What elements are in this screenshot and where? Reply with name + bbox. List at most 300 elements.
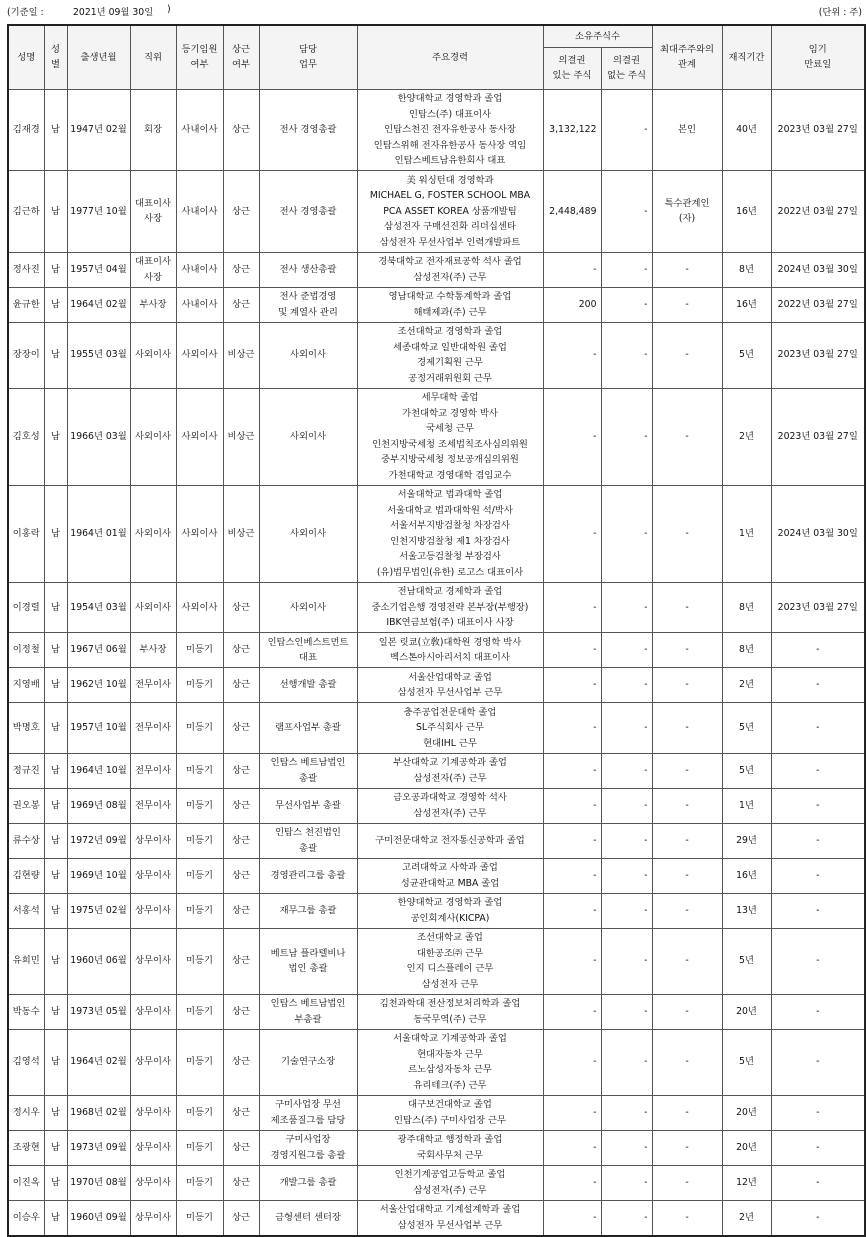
text-line: 전사 준법경영 [279, 291, 337, 302]
text-line: 상무이사 [135, 904, 171, 916]
cell-relation [652, 668, 722, 703]
text-line: 김천과학대 전산정보처리학과 졸업 [379, 998, 521, 1009]
cell-nonvoting: - [601, 252, 652, 287]
cell-nonvoting: - [601, 287, 652, 322]
cell-career [357, 89, 543, 171]
cell-registered: 미등기 [176, 893, 223, 928]
cell-fulltime: 상근 [223, 1095, 259, 1130]
cell-career [357, 171, 543, 253]
text-line: 사장 [144, 271, 162, 283]
cell-position [130, 1130, 176, 1165]
cell-duty [259, 89, 357, 171]
text-line: 사외이사 [290, 527, 326, 539]
text-line: 상무이사 [135, 1141, 171, 1153]
cell-term: - [771, 703, 865, 754]
cell-birth: 1966년 03월 [67, 388, 130, 485]
text-line: 광주대학교 행정학과 졸업 [397, 1134, 503, 1145]
cell-tenure: 1년 [722, 485, 771, 582]
cell-career [357, 823, 543, 858]
text-line: 르노삼성자동차 근무 [408, 1064, 492, 1075]
cell-sex: 남 [44, 485, 67, 582]
cell-birth: 1960년 09월 [67, 1200, 130, 1236]
text-line: - [685, 679, 689, 691]
cell-tenure: 8년 [722, 582, 771, 633]
cell-career [357, 322, 543, 388]
text-line: - [685, 904, 689, 916]
cell-term: - [771, 928, 865, 994]
cell-relation [652, 485, 722, 582]
cell-nonvoting: - [601, 994, 652, 1029]
cell-tenure: 12년 [722, 1165, 771, 1200]
text-line: 대표이사 [135, 197, 171, 209]
cell-position [130, 668, 176, 703]
cell-duty [259, 1165, 357, 1200]
cell-career [357, 1200, 543, 1236]
cell-voting: 3,132,122 [543, 89, 601, 171]
cell-birth: 1967년 06월 [67, 633, 130, 668]
text-line: 담당 [299, 43, 317, 55]
cell-birth: 1964년 02월 [67, 1029, 130, 1095]
text-line: 조선대학교 졸업 [417, 932, 483, 943]
col-relation [652, 25, 722, 89]
cell-name: 김재경 [8, 89, 44, 171]
text-line: 공인회계사(KICPA) [410, 912, 490, 924]
cell-registered: 미등기 [176, 788, 223, 823]
cell-name: 김영석 [8, 1029, 44, 1095]
text-line: 서울대학교 기계공학과 졸업 [393, 1033, 507, 1044]
cell-fulltime: 상근 [223, 252, 259, 287]
text-line: (자) [678, 213, 696, 225]
text-line: 경제기획원 근무 [417, 357, 483, 368]
text-line: 제조품질그룹 담당 [270, 1114, 346, 1126]
cell-nonvoting: - [601, 788, 652, 823]
cell-position [130, 89, 176, 171]
cell-voting: - [543, 994, 601, 1029]
cell-name: 정규진 [8, 753, 44, 788]
text-line: 상무이사 [135, 869, 171, 881]
cell-term: - [771, 668, 865, 703]
text-line: 관계 [678, 59, 696, 71]
text-line: 한양대학교 경영학과 졸업 [397, 93, 503, 104]
cell-nonvoting: - [601, 582, 652, 633]
cell-tenure: 2년 [722, 1200, 771, 1236]
cell-sex: 남 [44, 388, 67, 485]
cell-fulltime: 상근 [223, 171, 259, 253]
cell-registered: 사내이사 [176, 287, 223, 322]
cell-relation [652, 171, 722, 253]
cell-duty [259, 1095, 357, 1130]
cell-sex: 남 [44, 1095, 67, 1130]
cell-duty [259, 485, 357, 582]
cell-name: 윤규한 [8, 287, 44, 322]
text-line: 전사 경영총괄 [279, 205, 337, 217]
cell-name: 이홍락 [8, 485, 44, 582]
cell-nonvoting: - [601, 703, 652, 754]
cell-duty [259, 668, 357, 703]
table-row [8, 893, 865, 928]
text-line: 인천지방검찰청 제1 차장검사 [390, 535, 510, 547]
cell-tenure: 16년 [722, 171, 771, 253]
text-line: 부산대학교 기계공학과 졸업 [393, 757, 507, 768]
text-line: 성균관대학교 MBA 졸업 [400, 877, 500, 889]
cell-nonvoting: - [601, 322, 652, 388]
cell-sex: 남 [44, 1130, 67, 1165]
text-line: 본인 [678, 124, 696, 135]
cell-tenure: 8년 [722, 252, 771, 287]
text-line: 금형센터 센터장 [275, 1211, 341, 1223]
text-line: 상근 [232, 43, 250, 55]
text-line: 대표 [299, 652, 317, 663]
text-line: 출생년월 [80, 51, 117, 63]
cell-voting: 200 [543, 287, 601, 322]
cell-sex: 남 [44, 788, 67, 823]
cell-tenure: 20년 [722, 1130, 771, 1165]
cell-position [130, 893, 176, 928]
col-shares: 소유주식수 [543, 25, 652, 47]
table-row [8, 485, 865, 582]
text-line: 의결권 [613, 54, 640, 66]
text-line: 총괄 [299, 772, 317, 784]
cell-term: - [771, 753, 865, 788]
cell-duty [259, 928, 357, 994]
cell-tenure: 5년 [722, 753, 771, 788]
text-line: 부사장 [139, 644, 167, 656]
report-header [7, 4, 862, 18]
col-career [357, 25, 543, 89]
cell-duty [259, 788, 357, 823]
cell-relation [652, 893, 722, 928]
cell-name: 이정철 [8, 633, 44, 668]
cell-relation [652, 1130, 722, 1165]
cell-registered: 미등기 [176, 1130, 223, 1165]
cell-duty [259, 171, 357, 253]
cell-relation [652, 1200, 722, 1236]
cell-career [357, 1165, 543, 1200]
cell-birth: 1962년 10월 [67, 668, 130, 703]
cell-registered: 미등기 [176, 703, 223, 754]
cell-birth: 1969년 10월 [67, 858, 130, 893]
cell-duty [259, 1130, 357, 1165]
cell-voting: - [543, 788, 601, 823]
cell-fulltime: 상근 [223, 1130, 259, 1165]
cell-sex: 남 [44, 252, 67, 287]
cell-nonvoting: - [601, 753, 652, 788]
base-date: 2021년 09월 30일 [73, 7, 154, 18]
table-row [8, 388, 865, 485]
cell-position [130, 287, 176, 322]
cell-duty [259, 1200, 357, 1236]
cell-position [130, 322, 176, 388]
text-line: 재무그룹 총괄 [279, 904, 337, 916]
text-line: 사외이사 [135, 527, 171, 539]
text-line: 경영지원그룹 총괄 [270, 1149, 346, 1161]
text-line: 인탑스(주) 구미사업장 근무 [394, 1114, 506, 1126]
cell-duty [259, 388, 357, 485]
text-line: 조선대학교 경영학과 졸업 [397, 326, 503, 337]
text-line: 삼성전자(주) 근무 [413, 1184, 487, 1196]
cell-voting: - [543, 823, 601, 858]
text-line: 사외이사 [135, 601, 171, 613]
cell-relation [652, 1095, 722, 1130]
cell-term: 2023년 03월 27일 [771, 89, 865, 171]
col-nonvoting [601, 47, 652, 89]
text-line: 상무이사 [135, 834, 171, 846]
cell-fulltime: 상근 [223, 1165, 259, 1200]
cell-birth: 1960년 06월 [67, 928, 130, 994]
cell-nonvoting: - [601, 893, 652, 928]
col-sex [44, 25, 67, 89]
cell-name: 박동수 [8, 994, 44, 1029]
text-line: 금오공과대학교 경영학 석사 [393, 792, 507, 803]
cell-tenure: 5년 [722, 928, 771, 994]
text-line: 회장 [144, 124, 162, 135]
text-line: - [685, 722, 689, 733]
text-line: 인탑스(주) 대표이사 [408, 108, 492, 120]
cell-nonvoting: - [601, 1165, 652, 1200]
cell-duty [259, 633, 357, 668]
text-line: - [685, 1106, 689, 1118]
cell-duty [259, 703, 357, 754]
text-line: - [685, 430, 689, 442]
cell-nonvoting: - [601, 485, 652, 582]
cell-birth: 1970년 08월 [67, 1165, 130, 1200]
text-line: 삼성전자 무선사업부 근무 [397, 1219, 503, 1231]
cell-birth: 1947년 02월 [67, 89, 130, 171]
cell-term: 2024년 03월 30일 [771, 252, 865, 287]
cell-sex: 남 [44, 753, 67, 788]
text-line: 서울산업대학교 졸업 [408, 671, 492, 683]
cell-duty [259, 994, 357, 1029]
cell-registered: 사내이사 [176, 252, 223, 287]
cell-fulltime: 상근 [223, 928, 259, 994]
cell-registered: 미등기 [176, 1095, 223, 1130]
cell-voting: 2,448,489 [543, 171, 601, 253]
text-line: 인탑스천진 전자유한공사 동사장 [384, 124, 516, 135]
text-line: 등기임원 [181, 43, 218, 55]
cell-position [130, 858, 176, 893]
cell-tenure: 13년 [722, 893, 771, 928]
cell-term: 2023년 03월 27일 [771, 388, 865, 485]
cell-relation [652, 858, 722, 893]
cell-relation [652, 703, 722, 754]
text-line: 삼성전자(주) 근무 [413, 772, 487, 784]
cell-birth: 1964년 02월 [67, 287, 130, 322]
cell-nonvoting: - [601, 858, 652, 893]
cell-voting: - [543, 1029, 601, 1095]
cell-fulltime: 상근 [223, 893, 259, 928]
cell-duty [259, 753, 357, 788]
cell-career [357, 633, 543, 668]
cell-fulltime: 상근 [223, 287, 259, 322]
cell-sex: 남 [44, 858, 67, 893]
text-line: - [685, 799, 689, 811]
cell-career [357, 893, 543, 928]
text-line: 기술연구소장 [281, 1056, 335, 1068]
cell-duty [259, 1029, 357, 1095]
cell-fulltime: 상근 [223, 582, 259, 633]
cell-duty [259, 858, 357, 893]
text-line: 서울고등검찰청 부장검사 [399, 551, 501, 562]
col-birth [67, 25, 130, 89]
text-line: 업무 [299, 59, 317, 71]
text-line: 있는 주식 [552, 70, 592, 81]
text-line: 인천기계공업고등학교 졸업 [394, 1169, 506, 1180]
text-line: MICHAEL G, FOSTER SCHOOL MBA [369, 190, 531, 201]
cell-relation [652, 1165, 722, 1200]
cell-tenure: 40년 [722, 89, 771, 171]
table-body [8, 89, 865, 1236]
table-row [8, 287, 865, 322]
cell-registered: 사외이사 [176, 485, 223, 582]
cell-nonvoting: - [601, 633, 652, 668]
cell-name: 장장이 [8, 322, 44, 388]
cell-tenure: 1년 [722, 788, 771, 823]
cell-position [130, 1200, 176, 1236]
text-line: - [685, 1176, 689, 1188]
cell-career [357, 582, 543, 633]
cell-birth: 1957년 04월 [67, 252, 130, 287]
text-line: 구미전문대학교 전자통신공학과 졸업 [375, 834, 525, 846]
cell-position [130, 753, 176, 788]
cell-birth: 1973년 09월 [67, 1130, 130, 1165]
cell-term: - [771, 858, 865, 893]
cell-name: 정사진 [8, 252, 44, 287]
text-line: 동국무역(주) 근무 [413, 1013, 487, 1025]
cell-name: 조광현 [8, 1130, 44, 1165]
text-line: 인탑스인베스트먼트 [267, 636, 349, 648]
cell-career [357, 1029, 543, 1095]
cell-tenure: 2년 [722, 668, 771, 703]
cell-career [357, 485, 543, 582]
cell-registered: 미등기 [176, 858, 223, 893]
text-line: - [685, 869, 689, 881]
cell-position [130, 928, 176, 994]
text-line: 고려대학교 사학과 졸업 [402, 862, 498, 873]
text-line: 상무이사 [135, 1106, 171, 1118]
cell-career [357, 388, 543, 485]
cell-career [357, 252, 543, 287]
cell-voting: - [543, 1095, 601, 1130]
text-line: - [685, 263, 689, 275]
cell-fulltime: 비상근 [223, 388, 259, 485]
cell-term: 2023년 03월 27일 [771, 582, 865, 633]
cell-relation [652, 252, 722, 287]
cell-birth: 1969년 08월 [67, 788, 130, 823]
text-line: 삼성전자(주) 근무 [413, 271, 487, 283]
table-row [8, 703, 865, 754]
cell-sex: 남 [44, 668, 67, 703]
cell-name: 서홍석 [8, 893, 44, 928]
cell-fulltime: 비상근 [223, 485, 259, 582]
text-line: 사외이사 [290, 430, 326, 442]
table-row [8, 994, 865, 1029]
cell-birth: 1957년 10월 [67, 703, 130, 754]
text-line: 법인 총괄 [288, 963, 328, 974]
cell-position [130, 1095, 176, 1130]
text-line: 삼성전자 구매선진화 리더십센타 [384, 221, 516, 232]
cell-nonvoting: - [601, 1130, 652, 1165]
cell-fulltime: 상근 [223, 788, 259, 823]
cell-term: - [771, 1130, 865, 1165]
table-row [8, 171, 865, 253]
cell-position [130, 633, 176, 668]
cell-registered: 미등기 [176, 928, 223, 994]
col-term [771, 25, 865, 89]
table-row [8, 1130, 865, 1165]
text-line: 중소기업은행 경영전략 본부장(부행장) [371, 601, 529, 613]
cell-sex: 남 [44, 1200, 67, 1236]
base-date-close: ) [167, 4, 171, 15]
text-line: 공정거래위원회 근무 [408, 372, 492, 384]
col-duty [259, 25, 357, 89]
cell-term: - [771, 823, 865, 858]
table-row [8, 788, 865, 823]
text-line: - [685, 1056, 689, 1068]
cell-nonvoting: - [601, 171, 652, 253]
cell-birth: 1968년 02월 [67, 1095, 130, 1130]
text-line: 대구보건대학교 졸업 [408, 1099, 492, 1110]
text-line: - [685, 1211, 689, 1223]
text-line: 상무이사 [135, 1211, 171, 1223]
text-line: 별 [51, 59, 60, 71]
unit-label: (단위 : 주) [818, 7, 862, 18]
text-line: 美 워싱턴대 경영학과 [406, 174, 494, 186]
cell-career [357, 858, 543, 893]
cell-voting: - [543, 753, 601, 788]
cell-career [357, 287, 543, 322]
cell-career [357, 788, 543, 823]
text-line: 인탑스 베트남법인 [270, 998, 346, 1009]
cell-position [130, 582, 176, 633]
cell-tenure: 16년 [722, 858, 771, 893]
text-line: - [685, 955, 689, 967]
text-line: 삼성전자 근무 [421, 978, 479, 990]
text-line: 대한공조㈜ 근무 [416, 947, 484, 959]
base-date-label: (기준일 : [7, 7, 44, 18]
text-line: 선행개발 총괄 [279, 679, 337, 691]
text-line: 인탑스 베트남법인 [270, 757, 346, 768]
text-line: PCA ASSET KOREA 상품개발팀 [383, 205, 517, 217]
text-line: 임기 [808, 43, 827, 55]
cell-tenure: 20년 [722, 1095, 771, 1130]
cell-name: 김현량 [8, 858, 44, 893]
text-line: 서울대학교 법과대학 졸업 [397, 489, 503, 500]
text-line: 삼성전자 무선사업부 근무 [397, 687, 503, 698]
cell-relation [652, 322, 722, 388]
cell-registered: 사외이사 [176, 388, 223, 485]
cell-fulltime: 상근 [223, 1200, 259, 1236]
cell-term: - [771, 1200, 865, 1236]
cell-voting: - [543, 252, 601, 287]
text-line: 개발그룹 총괄 [279, 1176, 337, 1188]
cell-sex: 남 [44, 1029, 67, 1095]
table-row [8, 322, 865, 388]
cell-name: 지영배 [8, 668, 44, 703]
cell-sex: 남 [44, 582, 67, 633]
col-name [8, 25, 44, 89]
table-row [8, 633, 865, 668]
cell-tenure: 20년 [722, 994, 771, 1029]
text-line: 전남대학교 경제학과 졸업 [397, 586, 503, 597]
cell-sex: 남 [44, 1165, 67, 1200]
text-line: 주요경력 [432, 51, 468, 63]
text-line: - [685, 1141, 689, 1153]
text-line: 및 계열사 관리 [278, 306, 338, 318]
text-line: 램프사업부 총괄 [275, 722, 341, 733]
cell-position [130, 1029, 176, 1095]
text-line: 일본 릿쿄(立敎)대학원 경영학 박사 [378, 636, 522, 648]
cell-relation [652, 788, 722, 823]
